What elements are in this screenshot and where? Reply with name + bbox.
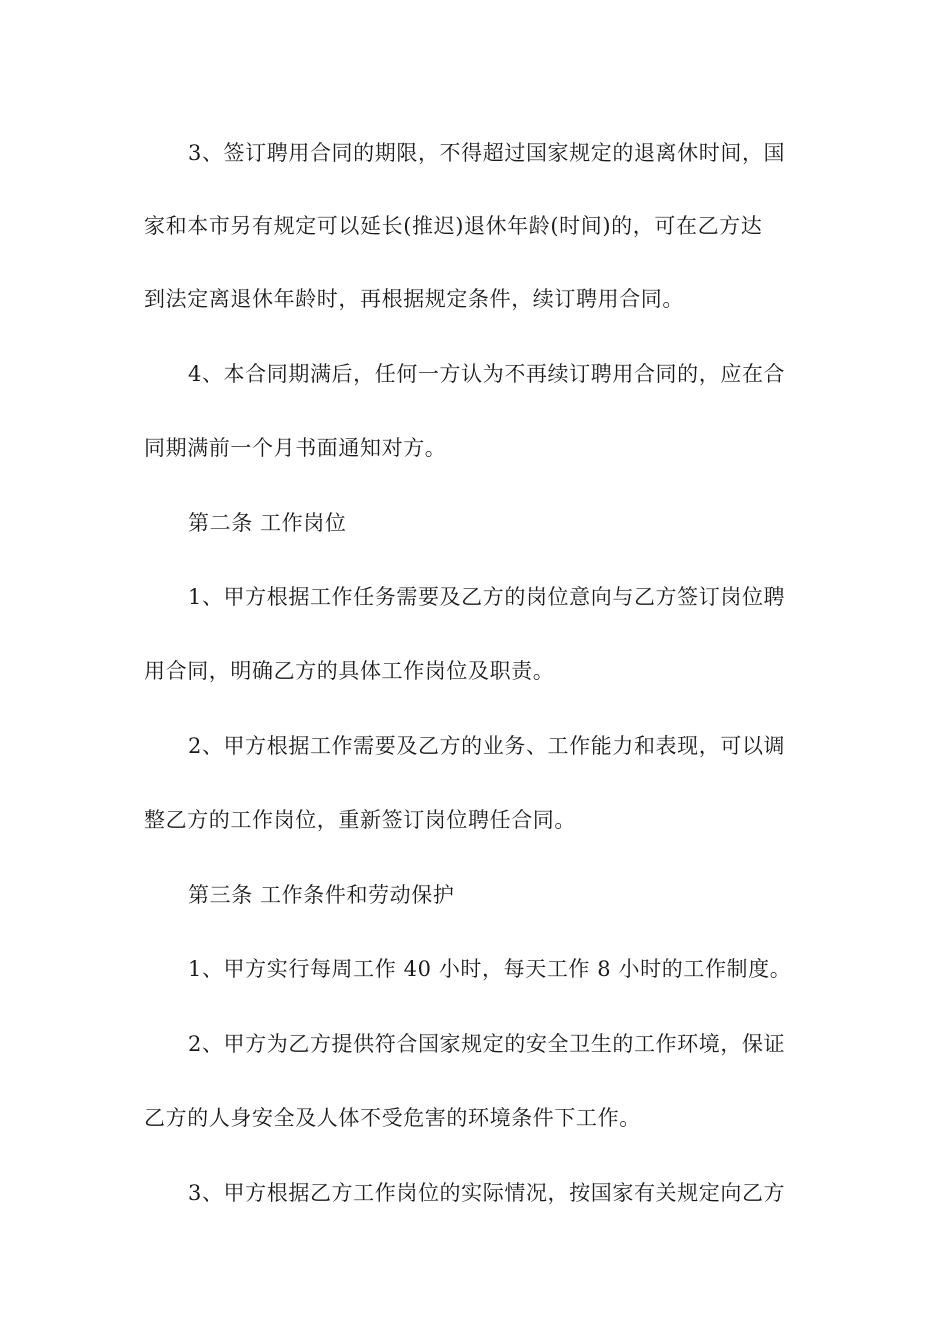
paragraph-line: 用合同，明确乙方的具体工作岗位及职责。 — [144, 659, 555, 683]
paragraph-line: 1、甲方根据工作任务需要及乙方的岗位意向与乙方签订岗位聘 — [188, 585, 786, 609]
paragraph-line: 同期满前一个月书面通知对方。 — [144, 436, 447, 460]
paragraph-line: 4、本合同期满后，任何一方认为不再续订聘用合同的，应在合 — [188, 362, 786, 386]
section-heading: 第二条 工作岗位 — [188, 511, 347, 535]
section-heading: 第三条 工作条件和劳动保护 — [188, 883, 455, 907]
paragraph-line: 家和本市另有规定可以延长(推迟)退休年龄(时间)的，可在乙方达 — [144, 214, 763, 238]
paragraph-line: 乙方的人身安全及人体不受危害的环境条件下工作。 — [144, 1106, 641, 1130]
paragraph-line: 到法定离退休年龄时，再根据规定条件，续订聘用合同。 — [144, 287, 684, 311]
paragraph-line: 整乙方的工作岗位，重新签订岗位聘任合同。 — [144, 808, 576, 832]
paragraph-line: 3、签订聘用合同的期限，不得超过国家规定的退离休时间，国 — [188, 141, 786, 165]
paragraph-line: 2、甲方为乙方提供符合国家规定的安全卫生的工作环境，保证 — [188, 1032, 786, 1056]
paragraph-line: 2、甲方根据工作需要及乙方的业务、工作能力和表现，可以调 — [188, 734, 786, 758]
paragraph-line: 3、甲方根据乙方工作岗位的实际情况，按国家有关规定向乙方 — [188, 1181, 786, 1205]
paragraph-line: 1、甲方实行每周工作 40 小时，每天工作 8 小时的工作制度。 — [188, 957, 792, 981]
